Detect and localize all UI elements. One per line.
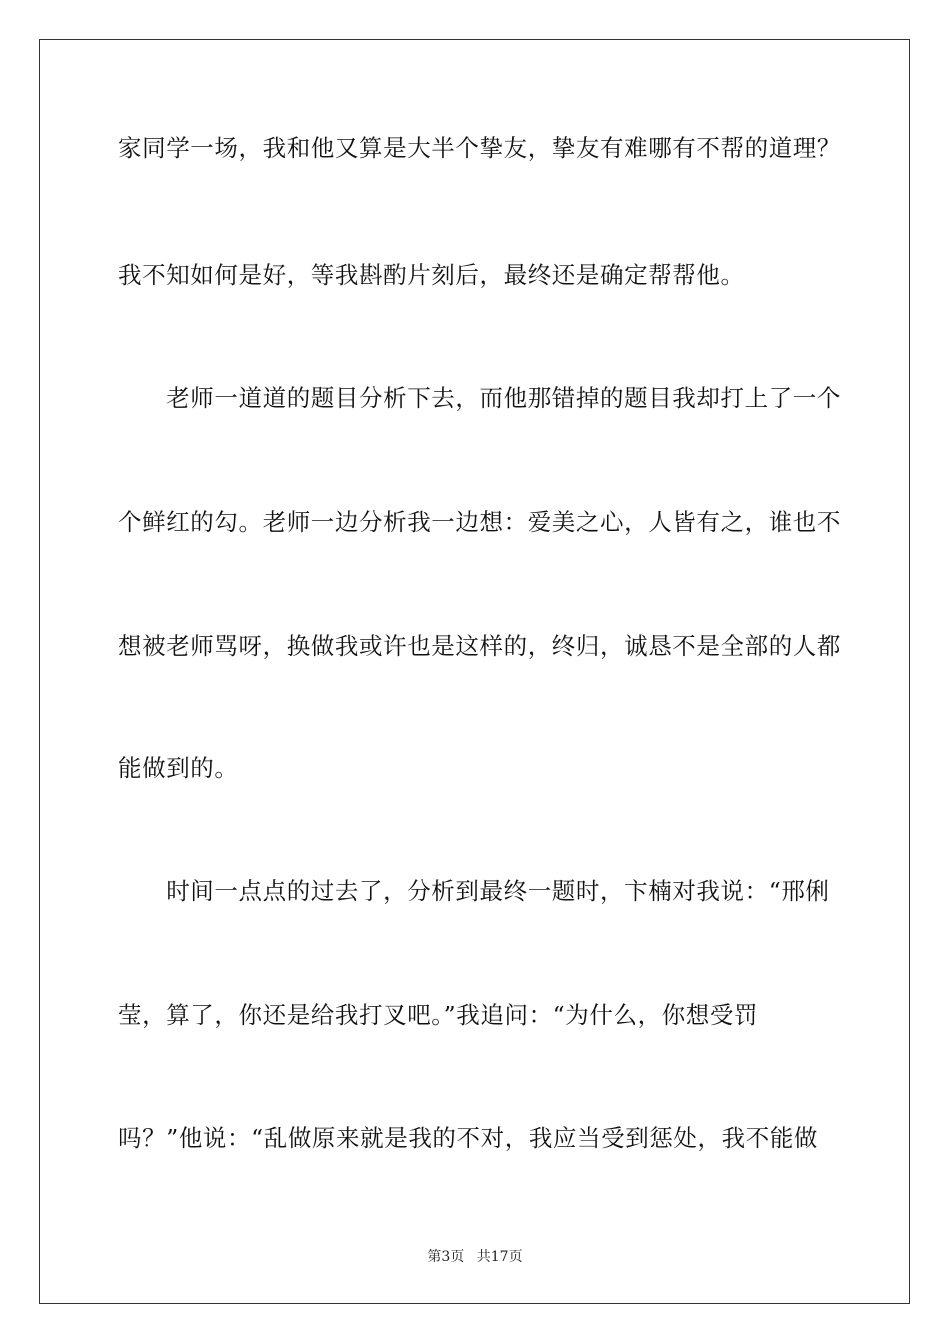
text-line-8: 莹，算了，你还是给我打叉吧。”我追问：“为什么，你想受罚 <box>118 1001 759 1029</box>
text-line-9: 吗？”他说：“乱做原来就是我的不对，我应当受到惩处，我不能做 <box>118 1124 819 1152</box>
text-line-6: 能做到的。 <box>118 754 239 782</box>
text-line-2: 我不知如何是好，等我斟酌片刻后，最终还是确定帮帮他。 <box>118 261 745 289</box>
text-line-4: 个鲜红的勾。老师一边分析我一边想：爱美之心，人皆有之，谁也不 <box>118 508 841 536</box>
page-border <box>39 39 910 1304</box>
text-line-7: 时间一点点的过去了，分析到最终一题时，卞楠对我说：“邢俐 <box>118 877 830 905</box>
text-line-5: 想被老师骂呀，换做我或许也是这样的，终归，诚恳不是全部的人都 <box>118 632 841 660</box>
page-total: 共17页 <box>476 1249 523 1265</box>
text-line-3: 老师一道道的题目分析下去，而他那错掉的题目我却打上了一个 <box>118 384 841 412</box>
page-footer <box>0 1248 950 1266</box>
text-line-1: 家同学一场，我和他又算是大半个挚友，挚友有难哪有不帮的道理？ <box>118 134 841 162</box>
page-number: 第3页 <box>427 1249 465 1265</box>
